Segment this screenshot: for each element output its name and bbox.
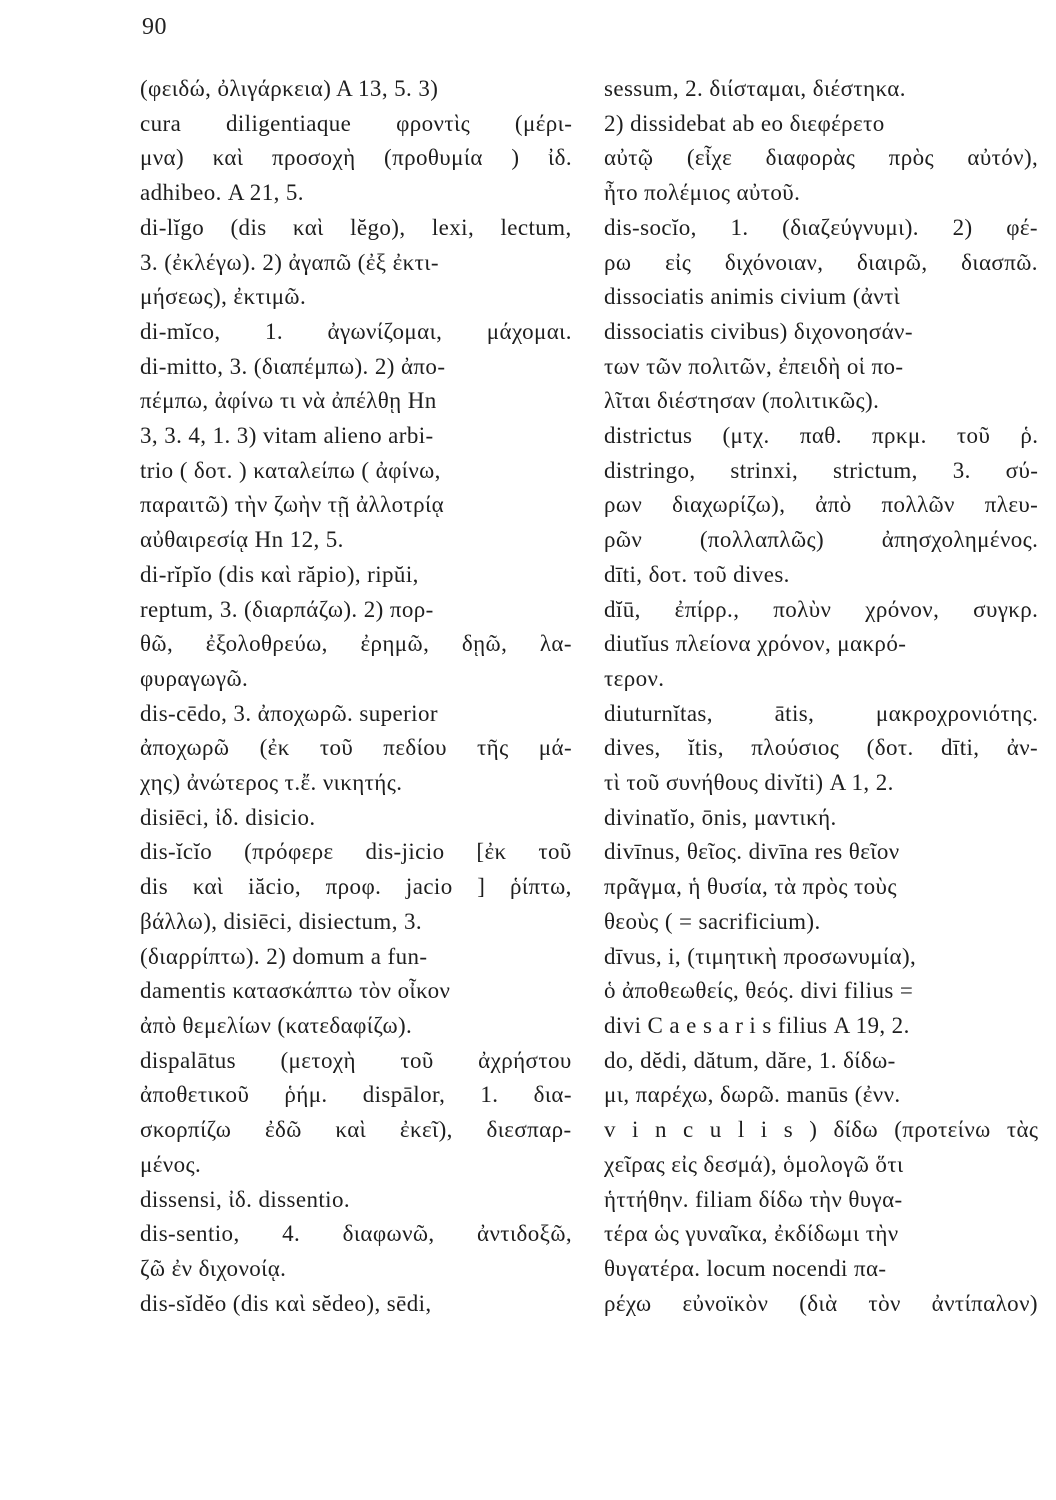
text-line: ἀποχωρῶ (ἐκ τοῦ πεδίου τῆς μά- bbox=[140, 735, 572, 761]
text-line: dīvus, i, (τιμητικὴ προσωνυμία), bbox=[604, 943, 917, 969]
text-line: χεῖρας εἰς δεσμά), ὁμολογῶ ὅτι bbox=[604, 1151, 904, 1177]
text-line: ἀποθετικοῦ ῥήμ. dispālor, 1. δια- bbox=[140, 1082, 572, 1108]
text-line: distringo, strinxi, strictum, 3. σύ- bbox=[604, 457, 1038, 483]
text-line: ρῶν (πολλαπλῶς) ἀπησχολημένος. bbox=[604, 527, 1038, 553]
text-line: των τῶν πολιτῶν, ἐπειδὴ οἱ πο- bbox=[604, 353, 904, 379]
text-line: μήσεως), ἐκτιμῶ. bbox=[140, 284, 307, 310]
text-line: sessum, 2. διίσταμαι, διέστηκα. bbox=[604, 76, 906, 101]
text-line: dis-sĭdĕo (dis καὶ sĕdeo), sēdi, bbox=[140, 1290, 432, 1316]
text-line: παραιτῶ) τὴν ζωὴν τῇ ἀλλοτρίᾳ bbox=[140, 492, 445, 518]
text-line: dĭū, ἐπίρρ., πολὺν χρόνον, συγκρ. bbox=[604, 596, 1038, 622]
text-line: μι, παρέχω, δωρῶ. manūs (ἐνν. bbox=[604, 1082, 901, 1108]
text-line: 2) dissidebat ab eo διεφέρετο bbox=[604, 110, 885, 136]
text-line: ρων διαχωρίζω), ἀπὸ πολλῶν πλευ- bbox=[604, 492, 1038, 518]
text-line: adhibeo. Α 21, 5. bbox=[140, 180, 304, 206]
text-line: φυραγωγῶ. bbox=[140, 665, 249, 691]
text-line: dīti, δοτ. τοῦ dives. bbox=[604, 561, 790, 587]
text-line: dis καὶ iăcio, προφ. jacio ] ῥίπτω, bbox=[140, 874, 572, 900]
text-line: diutĭus πλείονα χρόνον, μακρό- bbox=[604, 631, 907, 657]
text-line: dissociatis civibus) διχονοησάν- bbox=[604, 318, 913, 344]
text-line: cura diligentiaque φροντὶς (μέρι- bbox=[140, 110, 572, 136]
text-line: χης) ἀνώτερος τ.ἔ. νικητής. bbox=[140, 770, 403, 796]
page-number: 90 bbox=[142, 14, 167, 40]
text-line: dis-cēdo, 3. ἀποχωρῶ. superior bbox=[140, 700, 438, 726]
text-line: v i n c u l i s ) δίδω (προτείνω τὰς bbox=[604, 1117, 1038, 1143]
text-line: (φειδώ, ὀλιγάρκεια) Α 13, 5. 3) bbox=[140, 76, 439, 101]
text-line: θυγατέρα. locum nocendi πα- bbox=[604, 1255, 887, 1281]
text-line: βάλλω), disiēci, disiectum, 3. bbox=[140, 908, 423, 934]
text-line: λῖται διέστησαν (πολιτικῶς). bbox=[604, 388, 880, 414]
text-line: dissensi, ἰδ. dissentio. bbox=[140, 1186, 350, 1212]
text-line: θεοὺς ( = sacrificium). bbox=[604, 908, 821, 934]
text-line: divi C a e s a r i s filius Α 19, 2. bbox=[604, 1012, 910, 1038]
text-line: do, dĕdi, dătum, dăre, 1. δίδω- bbox=[604, 1047, 896, 1073]
text-line: τὶ τοῦ συνήθους divĭti) Α 1, 2. bbox=[604, 770, 894, 796]
text-line: dis-socĭo, 1. (διαζεύγνυμι). 2) φέ- bbox=[604, 214, 1038, 240]
text-line: dispalātus (μετοχὴ τοῦ ἀχρήστου bbox=[140, 1047, 572, 1073]
text-line: dives, ĭtis, πλούσιος (δοτ. dīti, ἀν- bbox=[604, 735, 1038, 761]
text-line: diuturnĭtas, ātis, μακροχρονιότης. bbox=[604, 700, 1038, 726]
text-line: τερον. bbox=[604, 665, 665, 691]
text-line: di-rĭpĭo (dis καὶ răpio), ripŭi, bbox=[140, 561, 419, 587]
text-line: disiēci, ἰδ. disicio. bbox=[140, 804, 316, 830]
text-line: divīnus, θεῖος. divīna res θεῖον bbox=[604, 839, 900, 865]
text-line: τέρα ὡς γυναῖκα, ἐκδίδωμι τὴν bbox=[604, 1221, 899, 1247]
text-line: μένος. bbox=[140, 1151, 202, 1177]
text-line: 3. (ἐκλέγω). 2) ἀγαπῶ (ἐξ ἐκτι- bbox=[140, 249, 439, 275]
text-line: divinatĭo, ōnis, μαντική. bbox=[604, 804, 837, 830]
text-line: θῶ, ἐξολοθρεύω, ἐρημῶ, δῃῶ, λα- bbox=[140, 631, 572, 657]
text-line: πέμπω, ἀφίνω τι νὰ ἀπέλθῃ Hn bbox=[140, 388, 437, 414]
text-line: dis-ĭcĭo (πρόφερε dis-jicio [ἐκ τοῦ bbox=[140, 839, 572, 865]
text-line: dissociatis animis civium (ἀντὶ bbox=[604, 284, 901, 310]
text-line: reptum, 3. (διαρπάζω). 2) πορ- bbox=[140, 596, 434, 622]
text-line: ἀπὸ θεμελίων (κατεδαφίζω). bbox=[140, 1012, 413, 1038]
text-line: ρέχω εὐνοϊκὸν (διὰ τὸν ἀντίπαλον) bbox=[604, 1290, 1038, 1316]
text-line: σκορπίζω ἐδῶ καὶ ἐκεῖ), διεσπαρ- bbox=[140, 1117, 572, 1143]
text-line: damentis κατασκάπτω τὸν οἶκον bbox=[140, 978, 451, 1004]
text-line: ἡττήθην. filiam δίδω τὴν θυγα- bbox=[604, 1186, 903, 1212]
text-line: di-mitto, 3. (διαπέμπω). 2) ἀπο- bbox=[140, 353, 446, 379]
text-line: di-lĭgo (dis καὶ lĕgo), lexi, lectum, bbox=[140, 214, 572, 240]
text-line: di-mĭco, 1. ἀγωνίζομαι, μάχομαι. bbox=[140, 318, 572, 344]
text-line: ρω εἰς διχόνοιαν, διαιρῶ, διασπῶ. bbox=[604, 249, 1038, 275]
text-line: trio ( δοτ. ) καταλείπω ( ἀφίνω, bbox=[140, 457, 441, 483]
text-line: districtus (μτχ. παθ. πρκμ. τοῦ ῥ. bbox=[604, 423, 1038, 449]
text-line: dis-sentio, 4. διαφωνῶ, ἀντιδοξῶ, bbox=[140, 1221, 572, 1247]
text-line: ὁ ἀποθεωθείς, θεός. divi filius = bbox=[604, 978, 914, 1004]
text-line: αὐτῷ (εἶχε διαφορὰς πρὸς αὐτόν), bbox=[604, 145, 1038, 171]
text-line: αὐθαιρεσίᾳ Hn 12, 5. bbox=[140, 527, 344, 553]
text-line: (διαρρίπτω). 2) domum a fun- bbox=[140, 943, 428, 969]
text-line: 3, 3. 4, 1. 3) vitam alieno arbi- bbox=[140, 423, 434, 449]
text-line: μνα) καὶ προσοχὴ (προθυμία ) ἰδ. bbox=[140, 145, 572, 171]
text-line: ζῶ ἐν διχονοίᾳ. bbox=[140, 1255, 287, 1281]
left-column bbox=[140, 72, 572, 1321]
text-line: πρᾶγμα, ἡ θυσία, τὰ πρὸς τοὺς bbox=[604, 874, 897, 900]
right-column bbox=[604, 72, 1038, 1321]
text-line: ἦτο πολέμιος αὐτοῦ. bbox=[604, 180, 801, 206]
